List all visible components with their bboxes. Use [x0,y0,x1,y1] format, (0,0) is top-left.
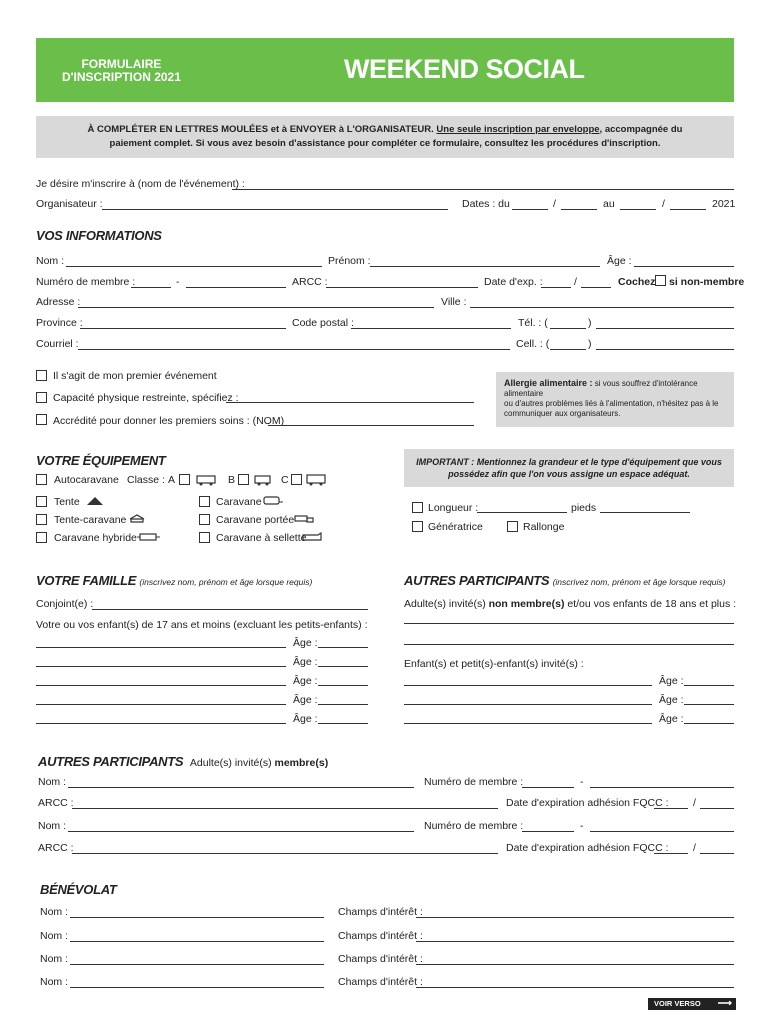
petit-1-name-field[interactable] [404,685,652,686]
non-membre-label: si non-membre [669,276,745,288]
ville-field[interactable] [470,307,734,308]
enfant-4-name-field[interactable] [36,704,286,705]
nom-label: Nom : [36,255,65,267]
class-c-label: C [281,474,289,486]
accredite-field[interactable] [268,425,474,426]
am1-membre-field-2[interactable] [590,787,734,788]
header-banner [36,38,734,102]
bene-4-champs-field[interactable] [416,987,734,988]
am1-nom-field[interactable] [68,787,414,788]
section-title-benevolat: BÉNÉVOLAT [40,882,117,897]
enfant-4-age-field[interactable] [318,704,368,705]
form-subtitle [62,58,181,84]
truck-camper-icon [294,514,316,524]
code-postal-field[interactable] [351,328,511,329]
date-from-day-field[interactable] [512,209,548,210]
enfant-2-age-field[interactable] [318,666,368,667]
important-text-1: IMPORTANT : Mentionnez la grandeur et le type d'équipement que vous [416,457,722,467]
date-exp-year-field[interactable] [581,287,611,288]
age-label: Âge : [607,255,632,267]
motorhome-c-icon [306,474,328,486]
petits-enfants-label: Enfant(s) et petit(s)-enfant(s) invité(s) : [404,658,584,670]
date-to-month-field[interactable] [670,209,706,210]
pieds-label: pieds [571,502,597,514]
motorhome-b-icon [254,474,274,486]
organizer-field[interactable] [102,209,448,210]
bene-2-champs-label: Champs d'intérêt : [338,930,423,942]
subtitle-line-1: FORMULAIRE [81,57,162,71]
am1-date-month-field[interactable] [654,808,688,809]
tel-close-paren: ) [588,317,592,329]
longueur-field[interactable] [477,512,567,513]
enfant-3-age-label: Âge : [293,675,318,687]
caravane-sellette-label: Caravane à sellette [216,532,307,544]
longueur-checkbox[interactable] [412,502,423,513]
famille-title: VOTRE FAMILLE [36,573,137,588]
generatrice-checkbox[interactable] [412,521,423,532]
enfant-3-name-field[interactable] [36,685,286,686]
tente-label: Tente [54,496,80,508]
bene-2-champs-field[interactable] [416,941,734,942]
am2-nom-field[interactable] [68,831,414,832]
enfant-3-age-field[interactable] [318,685,368,686]
am1-dash: - [580,776,584,788]
bene-3-nom-field[interactable] [70,964,324,965]
am1-date-exp-label: Date d'expiration adhésion FQCC : [506,797,669,809]
am2-nom-label: Nom : [38,820,67,832]
caravane-sellette-checkbox[interactable] [199,532,210,543]
caravane-hybride-checkbox[interactable] [36,532,47,543]
hybrid-trailer-icon [136,532,162,542]
age-field[interactable] [634,266,734,267]
subtitle-line-2: D'INSCRIPTION 2021 [62,70,181,84]
fifth-wheel-icon [302,532,324,542]
am2-arcc-field[interactable] [72,853,498,854]
instructions-text-2: , accompagnée du [599,124,683,135]
province-label: Province : [36,317,83,329]
enfant-5-age-label: Âge : [293,713,318,725]
tel-label: Tél. : ( [518,317,548,329]
am2-date-exp-label: Date d'expiration adhésion FQCC : [506,842,669,854]
tente-caravane-label: Tente-caravane [54,514,127,526]
membre-field-1[interactable] [131,287,171,288]
generatrice-label: Génératrice [428,521,483,533]
dates-label: Dates : du [462,198,510,210]
autres-membres-title: AUTRES PARTICIPANTS [38,754,184,769]
verso-text: VOIR VERSO [654,999,701,1008]
enfant-2-age-label: Âge : [293,656,318,668]
petit-3-age-label: Âge : [659,713,684,725]
date-slash-1: / [553,198,556,210]
date-to-day-field[interactable] [620,209,656,210]
nom-field[interactable] [66,266,322,267]
am1-arcc-field[interactable] [72,808,498,809]
am1-date-year-field[interactable] [700,808,734,809]
bene-1-champs-field[interactable] [416,917,734,918]
caravane-label: Caravane [216,496,262,508]
date-slash-2: / [662,198,665,210]
cochez-label: Cochez [618,276,656,288]
section-title-famille [36,573,312,588]
caravane-checkbox[interactable] [199,496,210,507]
bene-2-nom-field[interactable] [70,941,324,942]
trailer-icon [262,496,284,506]
section-title-infos: VOS INFORMATIONS [36,228,162,243]
pieds-field[interactable] [600,512,690,513]
petit-3-name-field[interactable] [404,723,652,724]
prenom-label: Prénom : [328,255,371,267]
important-panel [404,449,734,487]
am2-date-year-field[interactable] [700,853,734,854]
allergy-panel [496,372,734,427]
am2-membre-field-2[interactable] [590,831,734,832]
am1-arcc-label: ARCC : [38,797,74,809]
date-au-label: au [603,198,615,210]
enfant-2-name-field[interactable] [36,666,286,667]
date-exp-month-field[interactable] [541,287,571,288]
organizer-label: Organisateur : [36,198,103,210]
tente-caravane-checkbox[interactable] [36,514,47,525]
class-a-label: A [168,474,176,486]
bene-4-nom-field[interactable] [70,987,324,988]
conjoint-field[interactable] [92,609,368,610]
date-exp-label: Date d'exp. : [484,276,543,288]
cell-field[interactable] [596,349,734,350]
enfant-1-age-field[interactable] [318,647,368,648]
rallonge-checkbox[interactable] [507,521,518,532]
petit-1-age-label: Âge : [659,675,684,687]
adulte-2-field[interactable] [404,644,734,645]
voir-verso-label [648,998,736,1010]
adultes-label [404,598,736,610]
am1-membre-label: Numéro de membre : [424,776,524,788]
bene-4-nom-label: Nom : [40,976,69,988]
cell-close-paren: ) [588,338,592,350]
class-b-checkbox[interactable] [238,474,249,485]
section-title-autres [404,573,726,588]
cell-label: Cell. : ( [516,338,550,350]
tent-icon [86,496,104,506]
bene-3-champs-label: Champs d'intérêt : [338,953,423,965]
date-from-month-field[interactable] [561,209,597,210]
petit-2-name-field[interactable] [404,704,652,705]
date-exp-slash: / [574,276,577,288]
bene-1-nom-field[interactable] [70,917,324,918]
adultes-text-c: et/ou vos enfants de 18 ans et plus : [564,598,737,610]
rallonge-label: Rallonge [523,521,565,533]
accredite-checkbox[interactable] [36,414,47,425]
capacite-checkbox[interactable] [36,392,47,403]
date-year: 2021 [712,198,736,210]
enfant-5-age-field[interactable] [318,723,368,724]
bene-2-nom-label: Nom : [40,930,69,942]
instructions-panel [36,116,734,158]
motorhome-icon [196,474,218,486]
class-c-checkbox[interactable] [291,474,302,485]
petit-2-age-label: Âge : [659,694,684,706]
non-membre-checkbox[interactable] [655,275,666,286]
bene-1-nom-label: Nom : [40,906,69,918]
premier-checkbox[interactable] [36,370,47,381]
membre-label: Numéro de membre : [36,276,136,288]
event-name-field[interactable] [232,189,734,190]
courriel-label: Courriel : [36,338,79,350]
classe-label: Classe : [127,474,165,486]
autres-note: (inscrivez nom, prénom et âge lorsque requis) [552,577,726,587]
am1-date-slash: / [693,797,696,809]
am2-date-slash: / [693,842,696,854]
enfant-1-age-label: Âge : [293,637,318,649]
ville-label: Ville : [441,296,467,308]
bene-3-nom-label: Nom : [40,953,69,965]
am2-date-month-field[interactable] [654,853,688,854]
accredite-label: Accrédité pour donner les premiers soins : (NOM) [53,415,285,427]
adultes-text-a: Adulte(s) invité(s) [404,598,489,610]
tel-field[interactable] [596,328,734,329]
instructions-text-1: À COMPLÉTER EN LETTRES MOULÉES et à ENVOYER à L'ORGANISATEUR. [87,124,437,135]
province-field[interactable] [80,328,286,329]
instructions-text-3: paiement complet. Si vous avez besoin d'assistance pour compléter ce formulaire, consultez les procédures d'inscription. [109,138,661,149]
tel-area-field[interactable] [550,328,586,329]
allergy-title: Allergie alimentaire : [504,378,593,388]
petit-3-age-field[interactable] [684,723,734,724]
longueur-label: Longueur : [428,502,479,514]
class-b-label: B [228,474,236,486]
autres-membres-sub-a: Adulte(s) invité(s) [189,757,275,769]
allergy-text-2: ou d'autres problèmes liés à l'alimentation, n'hésitez pas à le [504,399,719,408]
event-name-label: Je désire m'inscrire à (nom de l'événement) : [36,178,245,190]
enfant-5-name-field[interactable] [36,723,286,724]
conjoint-label: Conjoint(e) : [36,598,94,610]
courriel-field[interactable] [78,349,510,350]
premier-label: Il s'agit de mon premier événement [53,370,217,382]
caravane-portee-checkbox[interactable] [199,514,210,525]
autres-membres-sub-b: membre(s) [274,757,329,769]
code-postal-label: Code postal : [292,317,354,329]
autocaravane-checkbox[interactable] [36,474,47,485]
membre-dash: - [176,276,180,288]
important-text-2: possédez afin que l'on vous assigne un espace adéquat. [448,469,690,479]
am2-membre-field-1[interactable] [522,831,574,832]
famille-note: (inscrivez nom, prénom et âge lorsque requis) [139,577,313,587]
prenom-field[interactable] [370,266,600,267]
tente-checkbox[interactable] [36,496,47,507]
adulte-1-field[interactable] [404,623,734,624]
allergy-text-1: si vous souffrez d'intolérance alimentaire [504,379,698,398]
enfants-label: Votre ou vos enfant(s) de 17 ans et moins (excluant les petits-enfants) : [36,619,368,631]
arrow-right-icon: ⟶ [717,998,732,1009]
am1-membre-field-1[interactable] [522,787,574,788]
enfant-4-age-label: Âge : [293,694,318,706]
petit-1-age-field[interactable] [684,685,734,686]
am1-nom-label: Nom : [38,776,67,788]
caravane-portee-label: Caravane portée [216,514,295,526]
bene-3-champs-field[interactable] [416,964,734,965]
petit-2-age-field[interactable] [684,704,734,705]
arcc-field[interactable] [326,287,478,288]
cell-area-field[interactable] [550,349,586,350]
section-title-autres-membres [38,754,328,769]
class-a-checkbox[interactable] [179,474,190,485]
am2-dash: - [580,820,584,832]
enfant-1-name-field[interactable] [36,647,286,648]
arcc-label: ARCC : [292,276,328,288]
autres-title: AUTRES PARTICIPANTS [404,573,550,588]
capacite-label: Capacité physique restreinte, spécifiez : [53,392,239,404]
instructions-underlined: Une seule inscription par enveloppe [436,124,600,135]
capacite-field[interactable] [226,402,474,403]
am2-membre-label: Numéro de membre : [424,820,524,832]
adultes-text-b: non membre(s) [488,598,565,610]
autocaravane-label: Autocaravane [54,474,119,486]
adresse-label: Adresse : [36,296,81,308]
section-title-equipement: VOTRE ÉQUIPEMENT [36,453,166,468]
tent-trailer-icon [128,514,146,524]
am2-arcc-label: ARCC : [38,842,74,854]
adresse-field[interactable] [78,307,434,308]
bene-4-champs-label: Champs d'intérêt : [338,976,423,988]
membre-field-2[interactable] [186,287,286,288]
allergy-text-3: communiquer aux organisateurs. [504,409,621,418]
form-title: WEEKEND SOCIAL [344,54,585,84]
bene-1-champs-label: Champs d'intérêt : [338,906,423,918]
caravane-hybride-label: Caravane hybride [54,532,137,544]
